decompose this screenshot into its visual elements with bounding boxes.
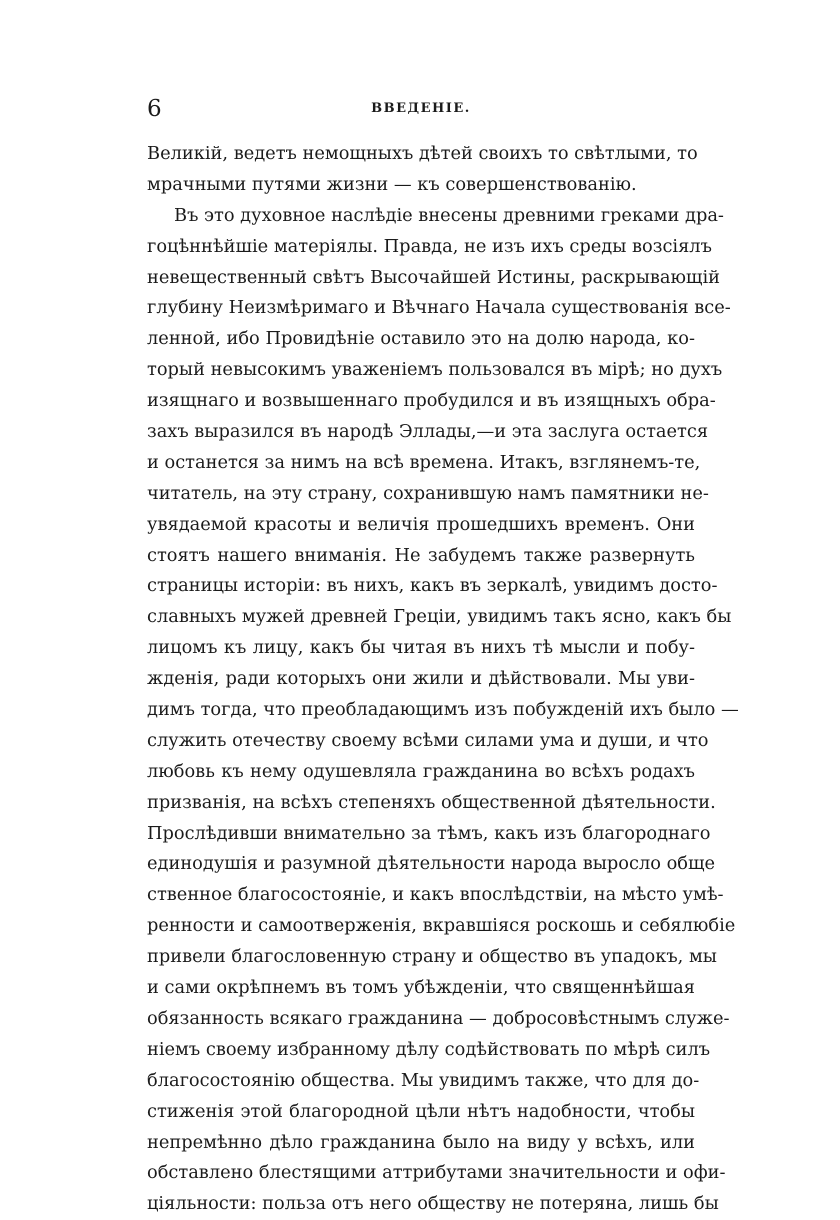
text-line: единодушія и разумной дѣятельности народа выросло обще xyxy=(147,853,716,875)
text-line: димъ тогда, что преобладающимъ изъ побужденій ихъ было — xyxy=(147,699,739,721)
text-line: и останется за нимъ на всѣ времена. Итакъ, взглянемъ-те, xyxy=(147,451,701,473)
text-line: лицомъ къ лицу, какъ бы читая въ нихъ тѣ мысли и побу- xyxy=(147,637,695,659)
text-line: призванія, на всѣхъ степеняхъ общественной дѣятельности. xyxy=(147,791,716,813)
text-line: обязанность всякаго гражданина — добросовѣстнымъ служе- xyxy=(147,1007,730,1029)
body-text xyxy=(147,139,739,1220)
text-line: ственное благосостояніе, и какъ впослѣдствіи, на мѣсто умѣ- xyxy=(147,884,724,906)
text-line: стоятъ нашего вниманія. Не забудемъ также развернуть xyxy=(147,544,695,566)
text-line: славныхъ мужей древней Греціи, увидимъ такъ ясно, какъ бы xyxy=(147,606,732,628)
text-line: глубину Неизмѣримаго и Вѣчнаго Начала существованія все- xyxy=(147,297,731,319)
text-line: благосостоянію общества. Мы увидимъ также, что для до- xyxy=(147,1069,700,1091)
text-line: читатель, на эту страну, сохранившую намъ памятники не- xyxy=(147,482,709,504)
text-line: стиженія этой благородной цѣли нѣтъ надобности, чтобы xyxy=(147,1100,695,1122)
text-line: непремѣнно дѣло гражданина было на виду у всѣхъ, или xyxy=(147,1131,695,1153)
text-line: увядаемой красоты и величія прошедшихъ временъ. Они xyxy=(147,513,695,535)
running-head xyxy=(147,96,695,126)
page-number: 6 xyxy=(147,96,162,122)
text-line: торый невысокимъ уваженіемъ пользовался въ мірѣ; но духъ xyxy=(147,359,723,381)
text-line: захъ выразился въ народѣ Эллады,—и эта заслуга остается xyxy=(147,421,709,443)
text-line: ціяльности: польза отъ него обществу не потеряна, лишь бы xyxy=(147,1193,719,1215)
text-line: ніемъ своему избранному дѣлу содѣйствовать по мѣрѣ силъ xyxy=(147,1038,711,1060)
text-line: ленной, ибо Провидѣніе оставило это на долю народа, ко- xyxy=(147,328,695,350)
text-line: обставлено блестящими аттрибутами значительности и офи- xyxy=(147,1162,726,1184)
text-line: невещественный свѣтъ Высочайшей Истины, раскрывающій xyxy=(147,266,721,288)
text-line: и сами окрѣпнемъ въ томъ убѣжденіи, что священнѣйшая xyxy=(147,977,695,999)
text-line: изящнаго и возвышеннаго пробудился и въ изящныхъ обра- xyxy=(147,390,716,412)
text-line: Прослѣдивши внимательно за тѣмъ, какъ изъ благороднаго xyxy=(147,822,711,844)
text-line: ренности и самоотверженія, вкравшіяся роскошь и себялюбіе xyxy=(147,915,736,937)
text-line: гоцѣннѣйшіе матеріялы. Правда, не изъ ихъ среды возсіялъ xyxy=(147,235,712,257)
text-line: страницы исторіи: въ нихъ, какъ въ зеркалѣ, увидимъ досто- xyxy=(147,575,718,597)
text-line: жденія, ради которыхъ они жили и дѣйствовали. Мы уви- xyxy=(147,668,695,690)
section-title: ВВЕДЕНІЕ. xyxy=(371,101,471,116)
text-line: мрачными путями жизни — къ совершенствованію. xyxy=(147,173,637,195)
text-line: служить отечеству своему всѣми силами ума и души, и что xyxy=(147,729,709,751)
text-line: Великій, ведетъ немощныхъ дѣтей своихъ то свѣтлыми, то xyxy=(147,143,698,164)
paragraph-start-line: Въ это духовное наслѣдіе внесены древними греками дра- xyxy=(174,204,724,226)
text-line: привели благословенную страну и общество въ упадокъ, мы xyxy=(147,946,717,968)
text-line: любовь къ нему одушевляла гражданина во всѣхъ родахъ xyxy=(147,760,695,782)
